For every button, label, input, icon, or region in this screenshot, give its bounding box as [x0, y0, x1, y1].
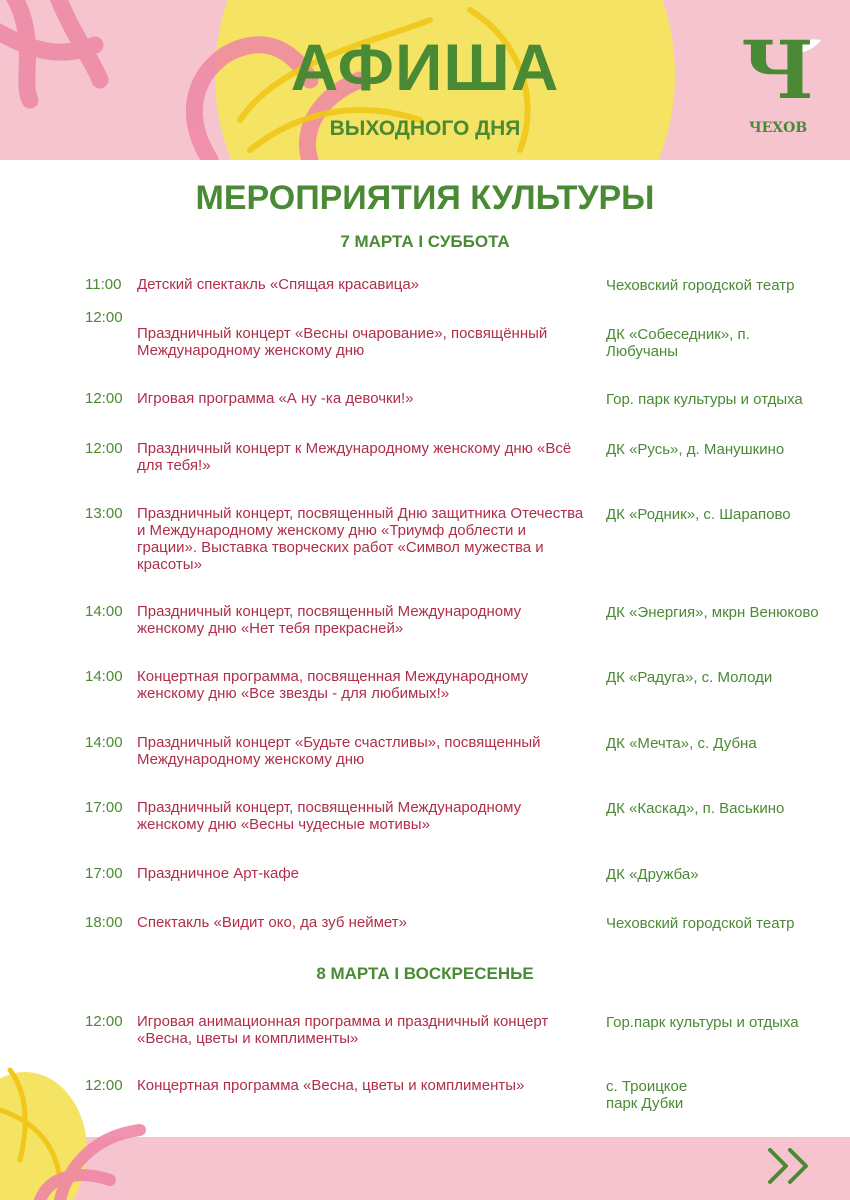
double-chevron-right-icon[interactable] [766, 1146, 814, 1186]
day-heading: 7 МАРТА I СУББОТА [340, 232, 510, 251]
event-place: ДК «Мечта», с. Дубна [606, 735, 757, 752]
day-heading: 8 МАРТА I ВОСКРЕСЕНЬЕ [316, 964, 534, 983]
event-title: Праздничный концерт, посвященный Дню защитника Отечества и Международному женскому дню «Триумф доблести и грации». Выставка творческих работ «Символ мужества и красоты» [137, 505, 584, 573]
event-time: 14:00 [85, 734, 123, 751]
event-place: ДК «Радуга», с. Молоди [606, 669, 773, 686]
event-time: 12:00 [85, 1077, 123, 1094]
event-time: 18:00 [85, 914, 123, 931]
event-place: ДК «Дружба» [606, 866, 699, 883]
event-title: Праздничное Арт-кафе [137, 865, 300, 882]
event-title: Концертная программа, посвященная Международному женскому дню «Все звезды - для любимых!» [137, 668, 529, 702]
poster-title: АФИША [290, 30, 560, 104]
event-time: 17:00 [85, 865, 123, 882]
event-time: 14:00 [85, 668, 123, 685]
event-place: Чеховский городской театр [606, 277, 795, 294]
event-time: 14:00 [85, 603, 123, 620]
event-time: 12:00 [85, 390, 123, 407]
event-place: Гор. парк культуры и отдыха [606, 391, 803, 408]
event-title: Праздничный концерт, посвященный Международному женскому дню «Весны чудесные мотивы» [137, 799, 522, 833]
event-place: ДК «Собеседник», п. Любучаны [606, 326, 750, 360]
event-title: Праздничный концерт «Весны очарование», посвящённый Международному женскому дню [137, 325, 548, 359]
event-title: Праздничный концерт, посвященный Международному женскому дню «Нет тебя прекрасней» [137, 603, 522, 637]
event-time: 12:00 [85, 1013, 123, 1030]
event-time: 12:00 [85, 440, 123, 457]
flower-decoration-icon [0, 1040, 150, 1200]
event-time: 17:00 [85, 799, 123, 816]
header-banner [0, 0, 850, 160]
event-title: Праздничный концерт к Международному женскому дню «Всё для тебя!» [137, 440, 572, 474]
event-title: Праздничный концерт «Будьте счастливы», посвященный Международному женскому дню [137, 734, 541, 768]
event-title: Спектакль «Видит око, да зуб неймет» [137, 914, 407, 931]
event-title: Игровая анимационная программа и праздничный концерт «Весна, цветы и комплименты» [137, 1013, 549, 1047]
logo-text: ЧЕХОВ [748, 120, 808, 136]
event-title: Детский спектакль «Спящая красавица» [137, 276, 420, 293]
event-place: Чеховский городской театр [606, 915, 795, 932]
event-time: 13:00 [85, 505, 123, 522]
event-time: 11:00 [85, 276, 122, 293]
event-place: ДК «Родник», с. Шарапово [606, 506, 791, 523]
event-place: ДК «Каскад», п. Васькино [606, 800, 785, 817]
event-place: ДК «Энергия», мкрн Венюково [606, 604, 819, 621]
event-place: Гор.парк культуры и отдыха [606, 1014, 799, 1031]
section-title: МЕРОПРИЯТИЯ КУЛЬТУРЫ [195, 179, 655, 217]
event-place: с. Троицкое парк Дубки [606, 1078, 688, 1112]
event-place: ДК «Русь», д. Манушкино [606, 441, 785, 458]
poster-subtitle: ВЫХОДНОГО ДНЯ [329, 117, 521, 140]
event-title: Концертная программа «Весна, цветы и комплименты» [137, 1077, 525, 1094]
event-time: 12:00 [85, 309, 123, 326]
logo-letter: Ч [740, 23, 814, 117]
event-title: Игровая программа «А ну -ка девочки!» [137, 390, 414, 407]
